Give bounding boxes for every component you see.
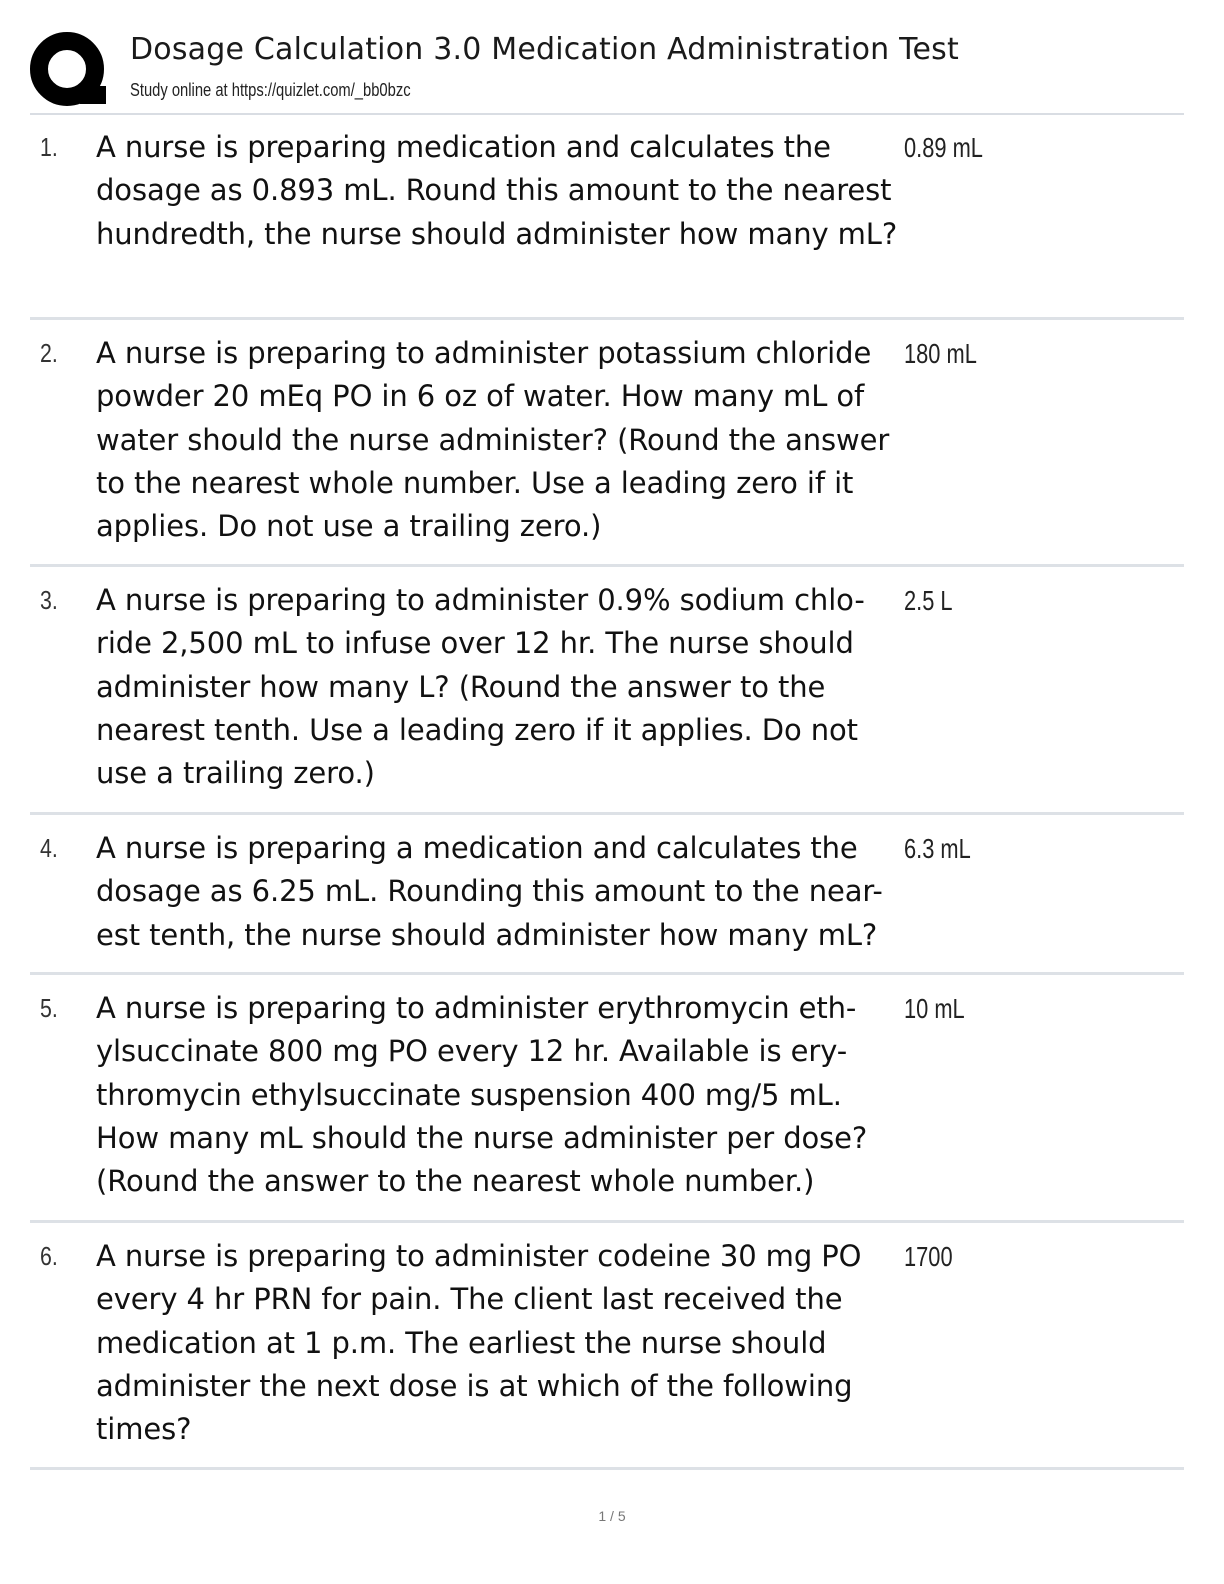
- question-row: [30, 815, 1184, 975]
- question-number: 2.: [40, 338, 58, 368]
- question-number: 5.: [40, 993, 58, 1023]
- question-text: A nurse is preparing to administer codeine 30 mg PO every 4 hr PRN for pain. The client last received the medication at 1 p.m. The earliest the nurse should administer the next dose is at which of the following times?: [96, 1239, 862, 1447]
- question-row: [30, 975, 1184, 1223]
- question-text: A nurse is preparing medication and calculates the dosage as 0.893 mL. Round this amount to the nearest hundredth, the nurse should administer how many mL?: [96, 130, 898, 251]
- quizlet-logo-icon: [30, 30, 110, 110]
- answer-text: 2.5 L: [904, 585, 953, 616]
- question-list: [30, 118, 1184, 1470]
- answer-text: 180 mL: [904, 338, 977, 369]
- study-online-link[interactable]: Study online at https://quizlet.com/_bb0bzc: [130, 80, 411, 100]
- question-text: A nurse is preparing to administer potassium chloride powder 20 mEq PO in 6 oz of water. How many mL of water should the nurse administer? (Round the answer to the nearest whole number. Use a leading zero if it applies. Do not use a trailing zero.): [96, 336, 890, 544]
- question-number: 4.: [40, 833, 58, 863]
- question-number: 1.: [40, 132, 58, 162]
- answer-text: 6.3 mL: [904, 833, 971, 864]
- answer-text: 10 mL: [904, 993, 965, 1024]
- answer-text: 1700: [904, 1241, 953, 1272]
- question-number: 6.: [40, 1241, 58, 1271]
- question-text: A nurse is preparing to administer 0.9% sodium chlo-ride 2,500 mL to infuse over 12 hr. The nurse should administer how many L? (Round the answer to the nearest tenth. Use a leading zero if it applies. Do not use a trailing zero.): [96, 583, 865, 791]
- question-text: A nurse is preparing to administer erythromycin eth-ylsuccinate 800 mg PO every 12 hr. Available is ery-thromycin ethylsuccinate suspension 400 mg/5 mL. How many mL should the nurse administer per dose? (Round the answer to the nearest whole number.): [96, 991, 868, 1199]
- header-divider: [30, 113, 1184, 115]
- question-row: [30, 1223, 1184, 1470]
- question-row: [30, 567, 1184, 815]
- page-number: 1 / 5: [598, 1508, 626, 1524]
- answer-text: 0.89 mL: [904, 132, 983, 163]
- document-title: Dosage Calculation 3.0 Medication Administration Test: [130, 32, 959, 67]
- document-header: [30, 28, 1190, 112]
- question-row: [30, 118, 1184, 320]
- question-row: [30, 320, 1184, 567]
- question-number: 3.: [40, 585, 58, 615]
- question-text: A nurse is preparing a medication and calculates the dosage as 6.25 mL. Rounding this amount to the near-est tenth, the nurse should administer how many mL?: [96, 831, 883, 952]
